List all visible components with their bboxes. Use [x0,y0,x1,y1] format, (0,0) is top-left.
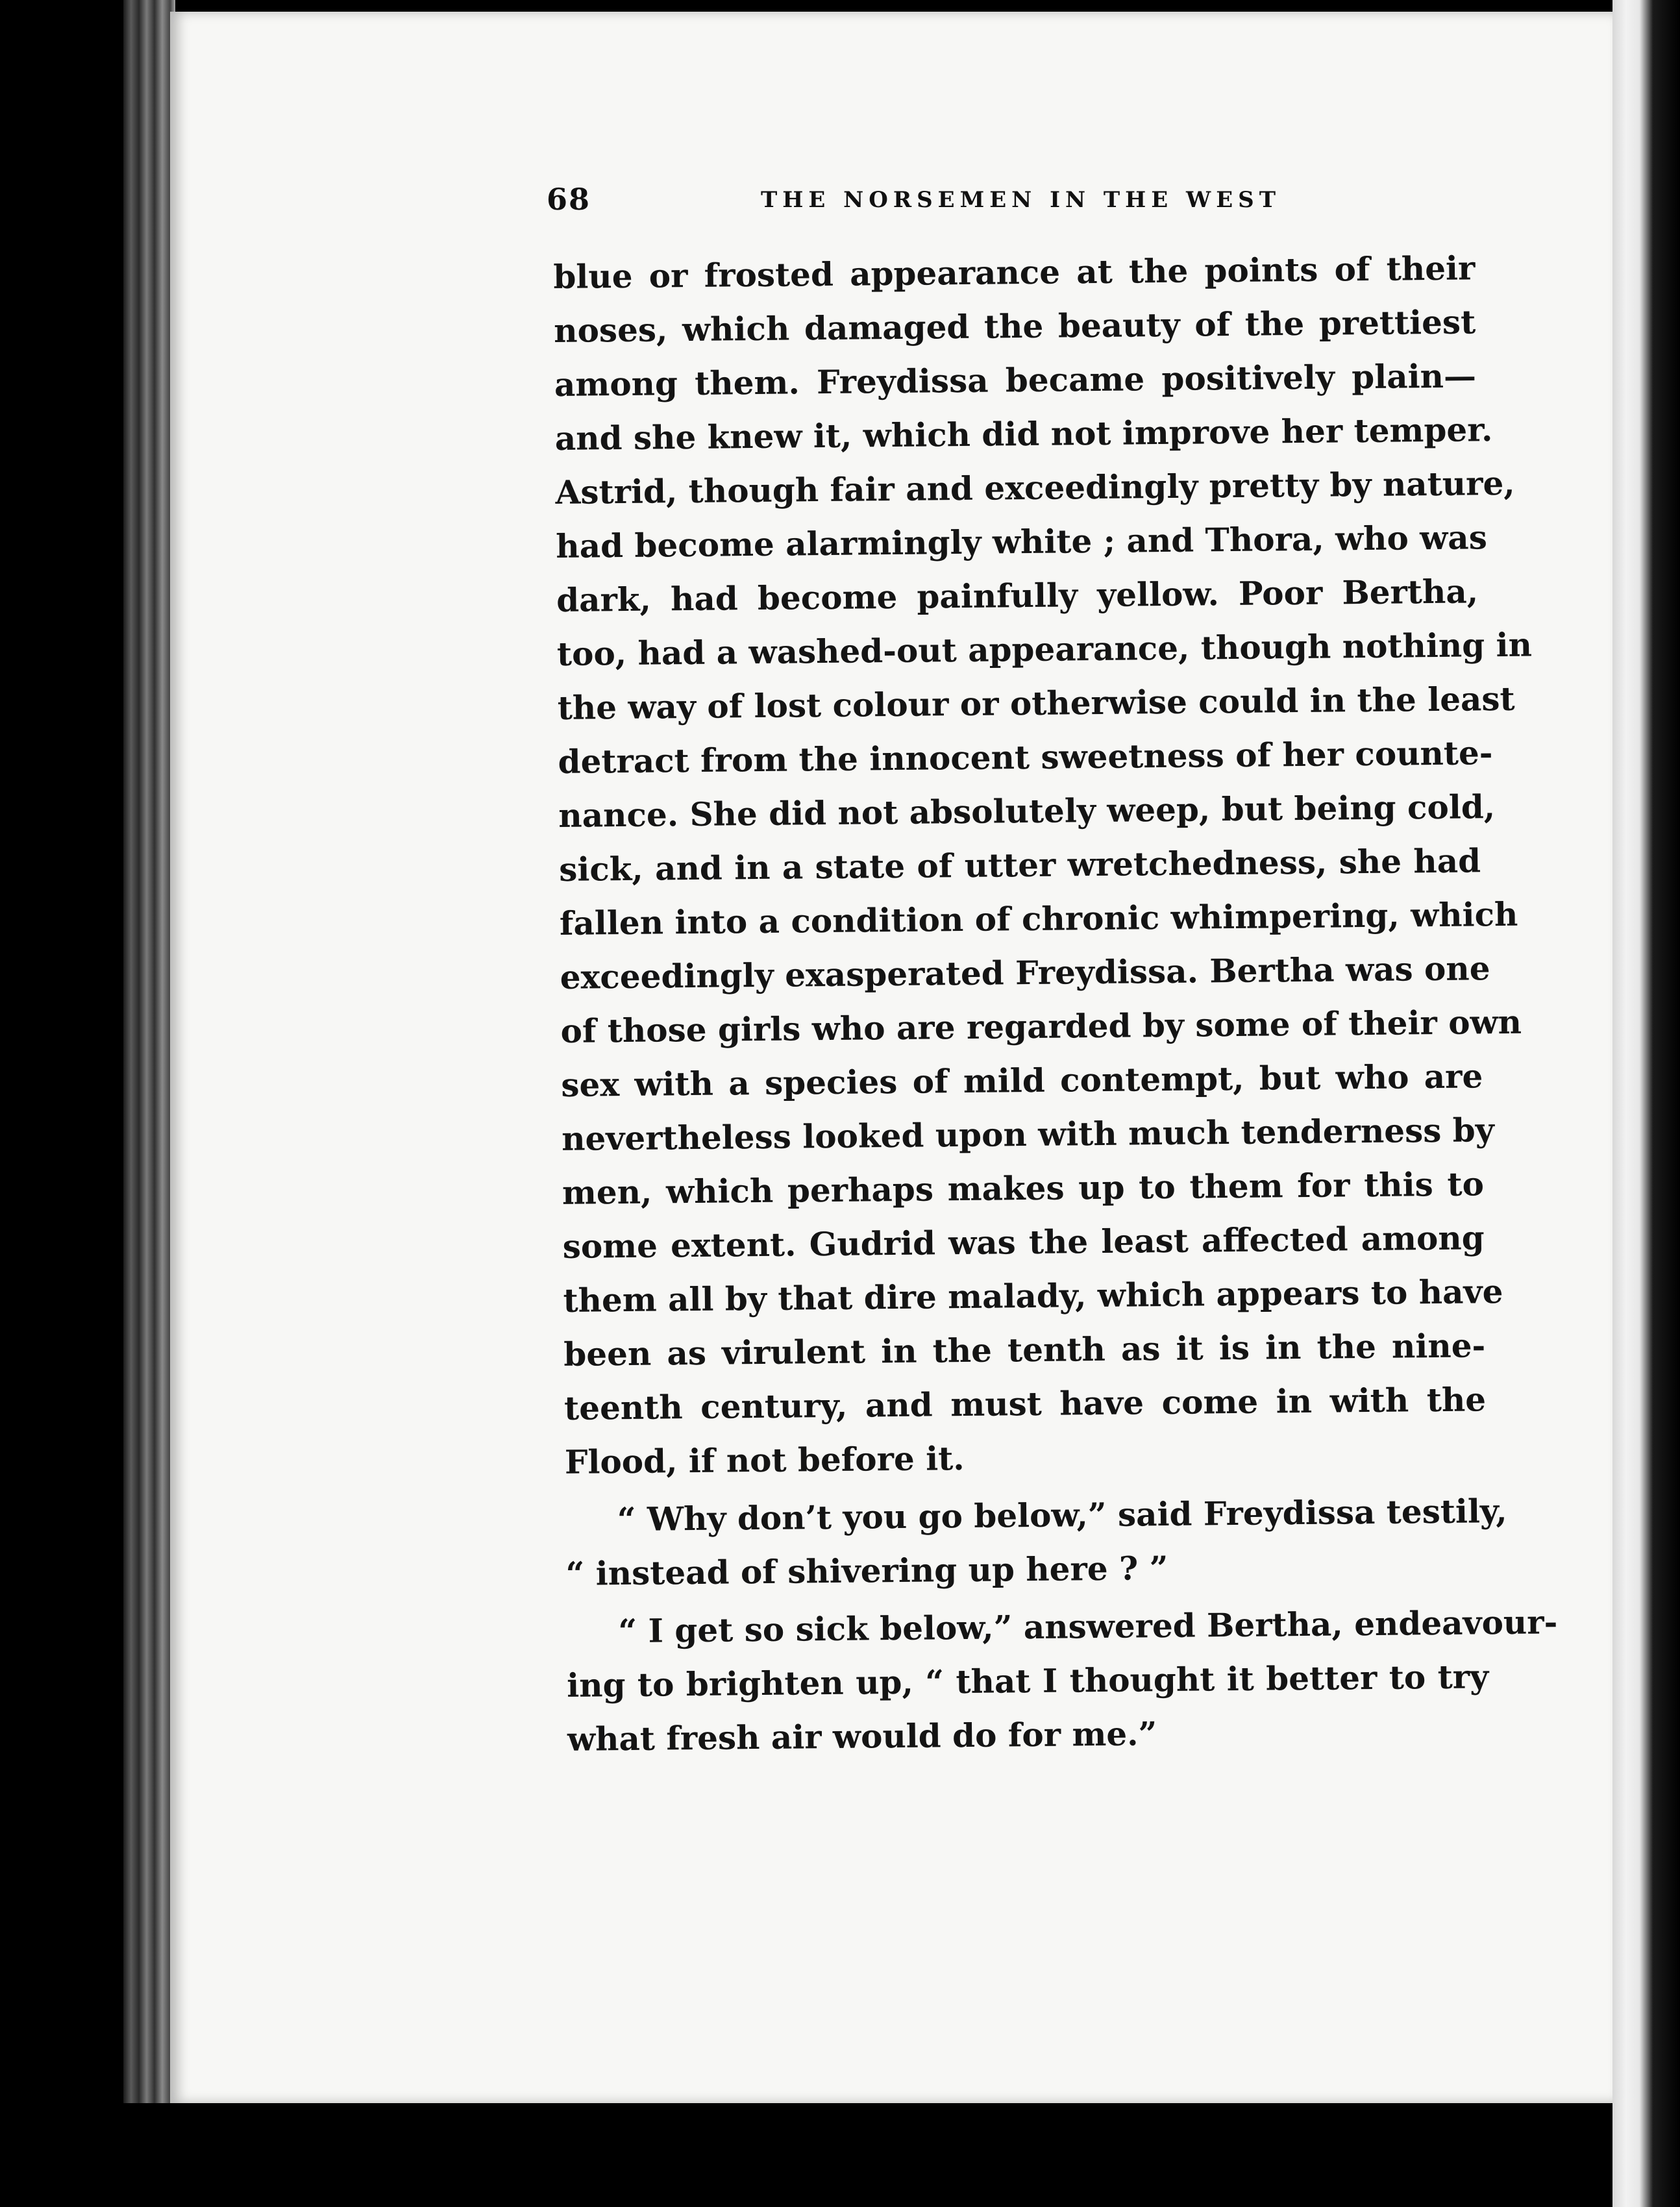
text-line: detract from the innocent sweetness of her counte- [558,734,1493,781]
binding-shadow [1612,0,1680,2207]
text-line: been as virulent in the tenth as it is in the nine- [563,1326,1486,1374]
text-line: the way of lost colour or otherwise could in the least [557,679,1515,727]
text-line: ing to brighten up, “ that I thought it better to try [566,1657,1489,1705]
text-line: exceedingly exasperated Freydissa. Bertha was one [560,949,1490,996]
body-text [553,241,1558,1766]
text-line: blue or frosted appearance at the points of their [553,249,1476,296]
text-line: “ I get so sick below,” answered Bertha, endeavour- [618,1603,1558,1651]
text-line: them all by that dire malady, which appears to have [563,1272,1503,1320]
text-line: men, which perhaps makes up to them for this to [562,1165,1485,1212]
text-line: nevertheless looked upon with much tenderness by [561,1111,1495,1158]
text-line: dark, had become painfully yellow. Poor Bertha, [556,572,1479,619]
text-line: of those girls who are regarded by some of their own [560,1002,1522,1050]
page-number: 68 [547,182,591,217]
text-line: some extent. Gudrid was the least affected among [562,1218,1485,1266]
text-line: what fresh air would do for me.” [567,1714,1157,1758]
text-line: too, had a washed-out appearance, though nothing in [556,625,1533,673]
page-stack-edges [123,0,175,2103]
text-line: Flood, if not before it. [564,1439,965,1481]
text-line: “ Why don’t you go below,” said Freydissa testily, [617,1491,1507,1539]
text-line: nance. She did not absolutely weep, but being cold, [558,787,1496,835]
text-line: “ instead of shivering up here ? ” [565,1549,1168,1593]
text-line: sick, and in a state of utter wretchedness, she had [558,841,1481,889]
text-line: fallen into a condition of chronic whimpering, which [559,894,1518,943]
text-line: Astrid, though fair and exceedingly pretty by nature, [555,463,1515,512]
text-line: noses, which damaged the beauty of the prettiest [553,302,1476,350]
text-line: sex with a species of mild contempt, but who are [561,1057,1483,1104]
running-head [547,182,1481,234]
text-line: had become alarmingly white ; and Thora, who was [556,518,1488,565]
text-line: among them. Freydissa became positively plain— [554,356,1477,404]
text-line: teenth century, and must have come in with the [563,1380,1487,1427]
running-title: THE NORSEMEN IN THE WEST [761,187,1281,213]
text-line: and she knew it, which did not improve her temper. [554,410,1493,458]
